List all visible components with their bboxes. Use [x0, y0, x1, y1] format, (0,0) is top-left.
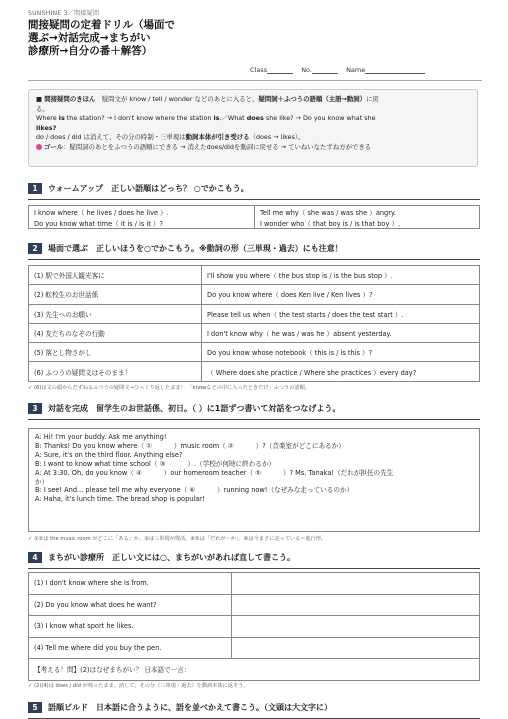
- info-example-3: the station? → I don't know where the station: [64, 114, 214, 123]
- info-bold: 疑問詞＋ふつうの語順（主語→動詞）: [258, 95, 367, 103]
- section-4-header: [28, 552, 480, 569]
- title-line-2: 選ぶ→対話完成→まちがい: [28, 32, 151, 44]
- info-line-5: [36, 133, 470, 143]
- scene-note: ✓ (6)は文の頭からだずねるふつうの疑問文→ひっくり返したまま！ 「knowなどの中に入ったときだけ」ふつうの語順。: [28, 385, 311, 391]
- no-label: No.: [301, 66, 312, 74]
- name-fields: [250, 66, 431, 74]
- info-line-1: [36, 95, 470, 105]
- info-tail: に戻: [366, 95, 379, 103]
- dialog-line: A: Hi! I'm your buddy. Ask me anything!: [35, 433, 167, 441]
- section-5-title: 語順ビルド 日本語に合うように、語を並べかえて書こう。（文頭は大文字に）: [48, 703, 332, 712]
- goal-icon: [36, 144, 42, 150]
- diagnosis-think-question[interactable]: 【考える！問】(2)はなぜまちがい？ 日本語で一言：: [29, 659, 480, 681]
- dialog-box: [28, 428, 480, 532]
- scene-choice[interactable]: （ Where does she practice / Where she practices ）every day?: [202, 362, 480, 381]
- scene-choice[interactable]: Please tell us when（ the test starts / does the test start ）.: [202, 304, 480, 323]
- section-2-number: 2: [28, 243, 42, 254]
- name-blank[interactable]: [365, 66, 425, 74]
- section-5-number: 5: [28, 702, 42, 713]
- info-rule-1: do / does / did は消えて、その分の時制・三単現は: [36, 133, 186, 142]
- series-label: SUNSHINE 3／間接疑問: [28, 10, 100, 17]
- section-4-number: 4: [28, 552, 42, 563]
- table-row: [29, 266, 480, 285]
- table-row: [29, 637, 480, 659]
- title-line-1: 間接疑問の定着ドリル（場面で: [28, 19, 175, 31]
- table-row: [29, 323, 480, 342]
- scene-label: (6) ふつうの疑問文はそのまま！: [29, 362, 202, 381]
- section-4-title: まちがい診療所 正しい文には○、まちがいがあれば直して書こう。: [48, 553, 295, 562]
- warmup-table: [28, 205, 480, 229]
- class-label: Class: [250, 66, 268, 74]
- info-body: 疑問文が know / tell / wonder などのあとに入ると、: [101, 95, 259, 103]
- info-example-6: does: [246, 114, 264, 123]
- diagnosis-sentence: (2) Do you know what does he want?: [29, 594, 232, 616]
- diagnosis-answer-field[interactable]: [232, 573, 480, 595]
- table-row: [29, 573, 480, 595]
- dialog-line[interactable]: B: Thanks! Do you know where（ ① ）music room（ ② ）?（音楽室がどこにあるか）: [35, 441, 345, 450]
- info-line-4: [36, 124, 470, 134]
- info-rule-2: 動詞本体が引き受ける: [185, 133, 250, 142]
- section-2-header: [28, 243, 480, 260]
- scene-label: (5) 落とし物さがし: [29, 343, 202, 362]
- section-1-title: ウォームアップ 正しい語順はどっち？ ○でかこもう。: [48, 184, 249, 193]
- dialog-line[interactable]: B: I see! And... please tell me why everyone（ ⑥ ）running now!（なぜみな走っているのか）: [35, 486, 354, 495]
- grammar-info-box: [28, 89, 478, 167]
- diagnosis-sentence: (1) I don't know where she is from.: [29, 573, 232, 595]
- section-3-number: 3: [28, 403, 42, 414]
- section-2-title: 場面で選ぶ 正しいほうを○でかこもう。※動詞の形（三単現・過去）にも注意！: [48, 244, 343, 253]
- scene-choice[interactable]: Do you know whose notebook（ this is / is this ）?: [202, 343, 480, 362]
- diagnosis-answer-field[interactable]: [232, 637, 480, 659]
- diagnosis-table: [28, 572, 480, 681]
- table-row: [29, 616, 480, 638]
- class-blank[interactable]: [267, 66, 293, 74]
- table-row: [29, 304, 480, 323]
- page-title: [28, 19, 482, 58]
- diagnosis-answer-field[interactable]: [232, 594, 480, 616]
- scene-choice[interactable]: I'll show you where（ the bus stop is / is the bus stop ）.: [202, 266, 480, 285]
- scene-table: [28, 265, 480, 382]
- info-heading: ■ 間接疑問のきほん: [36, 95, 96, 103]
- goal-heading: ゴール: [44, 142, 64, 151]
- section-3-header: [28, 403, 480, 420]
- section-1-header: [28, 183, 480, 200]
- scene-choice[interactable]: Do you know where（ does Ken live / Ken lives ）?: [202, 285, 480, 304]
- dialog-note: ✓ ①②は the music room がどこに「ある」か。③は三単現が復活。④⑤は「だれが〜か」。⑥は今まさに走っている＝進行形。: [28, 536, 327, 542]
- dialog-line: A: Sure, it's on the third floor. Anything else?: [35, 450, 183, 459]
- info-example-7: she like? → Do you know what she: [263, 114, 376, 123]
- scene-label: (4) 友だちのなぞの行動: [29, 323, 202, 342]
- table-row: [29, 217, 480, 229]
- goal-body: ：疑問詞のあとをふつうの語順にできる → 消えたdoes/didを動詞に戻せる → ていねいなたずね方ができる: [63, 142, 372, 151]
- warmup-item[interactable]: Do you know what time（ it is / is it ）?: [29, 217, 255, 229]
- table-row: [29, 285, 480, 304]
- diagnosis-sentence: (4) Tell me where did you buy the pen.: [29, 637, 232, 659]
- scene-label: (2) 転校生のお世話係: [29, 285, 202, 304]
- diagnosis-note: ✓ (2)(4)は does / did が残ったまま。消して、その分（三単現・過去）を動詞本体に返そう。: [28, 683, 249, 689]
- info-example-8: likes?: [36, 123, 57, 132]
- header-divider: [28, 80, 482, 81]
- diagnosis-sentence: (3) I know what sport he likes.: [29, 616, 232, 638]
- scene-choice[interactable]: I don't know why（ he was / was he ）absent yesterday.: [202, 323, 480, 342]
- dialog-line[interactable]: B: I want to know what time school（ ③ ）.（学校が何時に終わるか）: [35, 459, 276, 468]
- info-example-4: is: [213, 114, 220, 123]
- table-row: [29, 594, 480, 616]
- table-row: [29, 343, 480, 362]
- dialog-line: か）: [35, 477, 49, 486]
- info-example-5: .／What: [219, 114, 247, 123]
- info-line-6: [36, 143, 470, 153]
- section-3-title: 対話を完成 留学生のお世話係、初日。（ ）に1語ずつ書いて対話をつなげよう。: [48, 404, 341, 413]
- scene-label: (3) 先生へのお願い: [29, 304, 202, 323]
- title-line-3: 診療所→自分の番＋解答）: [28, 45, 153, 57]
- section-1-number: 1: [28, 183, 42, 194]
- info-line-3: [36, 114, 470, 124]
- no-blank[interactable]: [312, 66, 338, 74]
- table-row: [29, 659, 480, 681]
- info-line-2: る。: [36, 104, 49, 113]
- diagnosis-answer-field[interactable]: [232, 616, 480, 638]
- table-row: [29, 362, 480, 381]
- scene-label: (1) 駅で外国人観光客に: [29, 266, 202, 285]
- info-example-1: Where: [36, 114, 59, 123]
- warmup-item[interactable]: I know where（ he lives / does he live ）.: [29, 206, 255, 218]
- info-rule-3: （does → likes）。: [249, 133, 305, 142]
- dialog-line: A: Haha, it's lunch time. The bread shop is popular!: [35, 495, 205, 504]
- warmup-item[interactable]: Tell me why（ she was / was she ）angry.: [255, 206, 480, 218]
- info-example-2: is: [58, 114, 65, 123]
- section-5-header: [28, 702, 480, 719]
- dialog-line[interactable]: A: At 3:30. Oh, do you know（ ④ ）our homeroom teacher（ ⑤ ）? Ms. Tanaka!（だれが担任の先生: [35, 468, 394, 477]
- warmup-item[interactable]: I wonder who（ that boy is / is that boy ）.: [255, 217, 480, 229]
- table-row: [29, 206, 480, 218]
- name-label: Name: [346, 66, 366, 74]
